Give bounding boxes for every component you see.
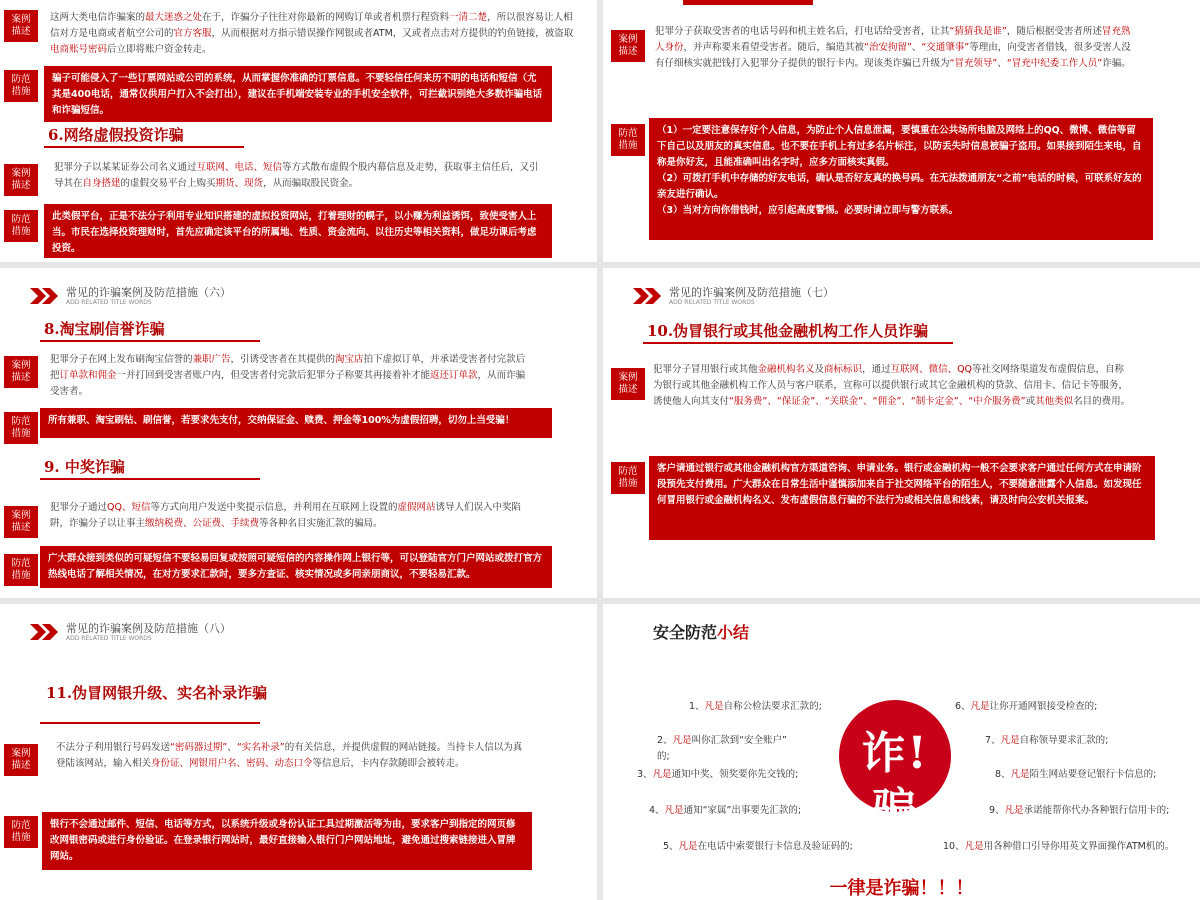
item-text: 承诺能帮你代办各种银行信用卡的; — [1023, 805, 1170, 816]
item-number: 6、 — [955, 701, 971, 712]
double-chevron-icon — [633, 288, 663, 304]
case-description-text — [655, 24, 1135, 72]
prevention-tag-label: 防范 措施 — [11, 416, 31, 439]
header-subtitle: ADD RELATED TITLE WORDS — [66, 635, 152, 642]
highlighted-text: QQ、短信 — [107, 502, 151, 513]
item-keyword: 凡是 — [664, 805, 684, 816]
prevention-box: 所有兼职、淘宝刷钻、刷信誉，若要求先支付，交纳保证金、赎费、押金等100%为虚假招聘，切勿上当受骗！ — [40, 408, 552, 438]
body-text: 诱导人们误入中奖陷阱，诈骗分子以让事主 — [50, 502, 522, 529]
highlighted-text: 自身搭建 — [82, 178, 121, 189]
body-text: ，从而诈骗受害者。 — [50, 370, 526, 397]
item-text: 用各种借口引导你用英文界面操作ATM机的。 — [983, 841, 1175, 852]
title-underline — [40, 340, 260, 342]
summary-item — [995, 768, 1156, 782]
body-text: 等社交网络渠道发布虚假信息，自称为银行或其他金融机构工作人员与客户联系，宣称可以提供银行或其它金融机构的贷款、信用卡、信记卡等服务，诱使他人向其支付 — [653, 364, 1129, 407]
highlighted-text: “冒充中纪委工作人员” — [1006, 58, 1103, 69]
case-tag — [4, 356, 38, 388]
case-description-text — [50, 500, 530, 532]
body-text: 犯罪分子获取受害者的电话号码和机主姓名后，打电话给受害者，让其 — [655, 26, 950, 37]
summary-item — [657, 750, 670, 764]
prevention-tag — [611, 462, 645, 494]
summary-item — [663, 840, 853, 854]
prevention-box: 骗子可能侵入了一些订票网站或公司的系统，从而掌握你准确的订票信息。不要轻信任何来历不明的电话和短信（尤其是400电话，通常仅供用户打入不会打出），建议在手机端安装专业的手机安全软件，可拦截识别绝大多数诈骗电话和诈骗短信。 — [44, 66, 552, 122]
body-text: 等方式散布虚假个股内幕信息及走势，获取事主信任后，又引导其在 — [54, 162, 539, 189]
body-text: ，并声称要来看望受害者。随后，编造其被 — [683, 42, 865, 53]
header-subtitle: ADD RELATED TITLE WORDS — [66, 299, 152, 306]
case-description-text — [50, 352, 530, 400]
body-text: 不法分子利用银行号码发送 — [56, 742, 171, 753]
summary-item — [689, 700, 822, 714]
highlighted-text: 淘宝店 — [335, 354, 364, 365]
prevention-box — [649, 118, 1153, 240]
item-text: 自称领导要求汇款的; — [1019, 735, 1109, 746]
case-tag-label: 案例 描述 — [11, 168, 31, 191]
item-number: 4、 — [649, 805, 665, 816]
body-text: 的有关信息，并提供虚假的网站链接。当持卡人信以为真登陆该网站，输入相关 — [56, 742, 523, 769]
item-text: 通知“家属”出事要先汇款的; — [683, 805, 802, 816]
body-text: 等信息后，卡内存款随即会被转走。 — [312, 758, 465, 769]
section-title: 8.淘宝刷信誉诈骗 — [44, 320, 165, 338]
title-underline — [44, 146, 244, 148]
summary-item — [985, 734, 1108, 748]
summary-item — [637, 768, 798, 782]
body-text: ，从而骗取股民资金。 — [263, 178, 359, 189]
item-number: 5、 — [663, 841, 679, 852]
slide-3 — [0, 268, 597, 598]
highlighted-text: 冒充熟人身份 — [655, 26, 1131, 53]
body-text: 名目的费用。 — [1073, 396, 1131, 407]
case-description-text — [56, 740, 526, 772]
summary-title-red: 小结 — [717, 623, 750, 642]
body-text: 一并打回到受害者账户内，但受害者付完款后犯罪分子称要其再接着补才能 — [116, 370, 431, 381]
body-text: 的虚假交易平台上购买 — [120, 178, 216, 189]
prevention-tag — [4, 816, 38, 848]
double-chevron-icon — [30, 624, 60, 640]
highlighted-text: “密码器过期” — [170, 742, 228, 753]
body-text: 、 — [911, 42, 922, 53]
item-text: 陌生网站要登记银行卡信息的; — [1029, 769, 1157, 780]
body-text: 犯罪分子在网上发布刷淘宝信誉的 — [50, 354, 193, 365]
body-text: ，随后根据受害者所述 — [1006, 26, 1102, 37]
body-text: 在于，诈骗分子往往对你最新的网购订单或者机票行程资料 — [202, 12, 450, 23]
prevention-box: 此类假平台，正是不法分子利用专业知识搭建的虚拟投资网站，打着理财的幌子，以小赚为利益诱饵，致使受害人上当。市民在选择投资理财时，首先应确定该平台的所属地、性质、资金流向、以往历史等相关资料，做足功课后考虑投资。 — [44, 204, 552, 258]
item-keyword: 凡是 — [970, 701, 990, 712]
highlighted-text: “实名补录” — [236, 742, 285, 753]
summary-item — [649, 804, 801, 818]
body-text: ，引诱受害者在其提供的 — [230, 354, 336, 365]
case-tag — [4, 10, 38, 42]
case-description-text — [54, 160, 544, 192]
item-number: 7、 — [985, 735, 1001, 746]
slide-2 — [603, 0, 1200, 262]
summary-item — [943, 840, 1174, 854]
prevention-box: 客户请通过银行或其他金融机构官方渠道咨询、申请业务。银行或金融机构一般不会要求客户通过任何方式在申请阶段预先支付费用。广大群众在日常生活中谨慎添加来自于社交网络平台的陌生人，不要随意泄露个人信息。如发现任何冒用银行或金融机构名义、发布虚假信息行骗的不法行为或相关信息和线索，请及时向公安机关报案。 — [649, 456, 1155, 540]
prevention-tag — [611, 124, 645, 156]
item-keyword: 凡是 — [1000, 735, 1020, 746]
highlighted-text: 兼职广告 — [192, 354, 231, 365]
highlighted-text: “冒充领导” — [949, 58, 998, 69]
case-tag-label: 案例 描述 — [618, 34, 638, 57]
header-title: 常见的诈骗案例及防范措施（七） — [669, 286, 834, 299]
item-keyword: 凡是 — [652, 769, 672, 780]
body-text: 等各种名目实施汇款的骗局。 — [259, 518, 383, 529]
item-number: 3、 — [637, 769, 653, 780]
case-tag — [4, 164, 38, 196]
body-text: 犯罪分子以某某证券公司名义通过 — [54, 162, 197, 173]
body-text: ，从而根据对方指示错误操作网银或者ATM，又或者点击对方提供的钓鱼链接，被盗取 — [211, 28, 574, 39]
slide-1 — [0, 0, 597, 262]
header-title: 常见的诈骗案例及防范措施（八） — [66, 622, 231, 635]
summary-item — [955, 700, 1097, 714]
item-number: 1、 — [689, 701, 705, 712]
body-text: 这两大类电信诈骗案的 — [50, 12, 146, 23]
case-tag-label: 案例 描述 — [11, 14, 31, 37]
item-keyword: 凡是 — [672, 735, 692, 746]
title-underline — [683, 0, 813, 5]
case-tag-label: 案例 描述 — [11, 748, 31, 771]
header-subtitle: ADD RELATED TITLE WORDS — [669, 299, 755, 306]
item-keyword: 凡是 — [1010, 769, 1030, 780]
highlighted-text: 期货、现货 — [215, 178, 264, 189]
header-title: 常见的诈骗案例及防范措施（六） — [66, 286, 231, 299]
item-text: 自称公检法要求汇款的; — [723, 701, 822, 712]
body-text: 诈骗。 — [1102, 58, 1131, 69]
body-text: 等方式向用户发送中奖提示信息，并利用在互联网上设置的 — [150, 502, 398, 513]
highlighted-text: 互联网、微信、QQ — [890, 364, 973, 375]
summary-item — [989, 804, 1169, 818]
item-keyword: 凡是 — [1004, 805, 1024, 816]
case-description-text — [653, 362, 1133, 410]
body-text: 及 — [814, 364, 825, 375]
title-underline — [40, 722, 260, 724]
case-tag — [611, 30, 645, 62]
prevention-tag — [4, 412, 38, 444]
slide-6 — [603, 604, 1200, 900]
case-tag — [4, 506, 38, 538]
section-title: 10.伪冒银行或其他金融机构工作人员诈骗 — [647, 322, 929, 340]
double-chevron-icon — [30, 288, 60, 304]
body-text: ，通过 — [862, 364, 891, 375]
item-text: 的; — [657, 751, 670, 762]
item-number: 8、 — [995, 769, 1011, 780]
case-tag-label: 案例 描述 — [11, 360, 31, 383]
item-text: 让你开通网银接受检查的; — [989, 701, 1098, 712]
prevention-tag-label: 防范 措施 — [11, 558, 31, 581]
section-title: 9. 中奖诈骗 — [44, 458, 125, 476]
prevention-line-1: （1）一定要注意保存好个人信息，为防止个人信息泄漏，要慎重在公共场所电脑及网络上的QQ、微博、微信等留下自己以及朋友的真实信息。也不要在手机上有过多名片标注，以防丢失时信息被骗子盗用。如果接到陌生来电，自称是你好友，且能准确叫出名字时，应多方面核实真假。 — [657, 125, 1142, 168]
highlighted-text: 虚假网站 — [397, 502, 436, 513]
item-text: 叫你汇款到“安全账户” — [691, 735, 787, 746]
item-number: 2、 — [657, 735, 673, 746]
section-title: 11.伪冒网银升级、实名补录诈骗 — [46, 684, 268, 702]
case-tag-label: 案例 描述 — [618, 372, 638, 395]
highlighted-text: 商标标识 — [824, 364, 863, 375]
seal-text: 诈!骗 — [861, 728, 929, 835]
case-tag — [4, 744, 38, 776]
highlighted-text: 其他类似 — [1035, 396, 1074, 407]
highlighted-text: “治安拘留” — [864, 42, 912, 53]
highlighted-text: 电商账号密码 — [50, 44, 108, 55]
highlighted-text: 互联网、电话、短信 — [196, 162, 283, 173]
body-text: ，所以很容易让人相信对方是电商或者航空公司的 — [50, 12, 573, 39]
item-text: 在电话中索要银行卡信息及验证码的; — [697, 841, 853, 852]
title-underline — [40, 478, 260, 480]
summary-conclusion: 一律是诈骗！！！ — [829, 878, 974, 899]
case-tag-label: 案例 描述 — [11, 510, 31, 533]
item-number: 10、 — [943, 841, 965, 852]
highlighted-text: 身份证、网银用户名、密码、动态口令 — [151, 758, 313, 769]
prevention-tag — [4, 554, 38, 586]
fraud-seal — [839, 700, 951, 835]
prevention-tag — [4, 210, 38, 242]
summary-item — [657, 734, 787, 748]
body-text: 拍下虚拟订单，并承诺受害者付完款后把 — [50, 354, 526, 381]
highlighted-text: “猜猜我是谁” — [949, 26, 1007, 37]
highlighted-text: 返还订单款 — [430, 370, 478, 381]
highlighted-text: 订单款和佣金 — [59, 370, 117, 381]
highlighted-text: 一清二楚 — [449, 12, 488, 23]
case-tag — [611, 368, 645, 400]
prevention-line-3: （3）当对方向你借钱时，应引起高度警惕。必要时请立即与警方联系。 — [657, 205, 959, 216]
highlighted-text: “服务费”、“保证金”、“关联金”、“佣金”、“制卡定金”、“中介服务费” — [729, 396, 1026, 407]
prevention-tag-label: 防范 措施 — [11, 74, 31, 97]
prevention-box: 广大群众接到类似的可疑短信不要轻易回复或按照可疑短信的内容操作网上银行等，可以登陆官方门户网站或拨打官方热线电话了解相关情况，在对方要求汇款时，要多方查证、核实情况或多同亲朋商议，不要轻易汇款。 — [40, 546, 552, 588]
body-text: 后立即将账户资金转走。 — [107, 44, 212, 55]
case-description-text — [50, 10, 580, 58]
highlighted-text: “交通肇事” — [921, 42, 970, 53]
prevention-tag-label: 防范 措施 — [618, 128, 638, 151]
item-keyword: 凡是 — [704, 701, 724, 712]
highlighted-text: 最大迷惑之处 — [145, 12, 203, 23]
summary-title-black: 安全防范 — [653, 623, 718, 642]
slide-4 — [603, 268, 1200, 598]
body-text: 等理由，向受害者借钱，很多受害人没有仔细核实就把钱打入犯罪分子提供的银行卡内。现该类诈骗已升级为 — [655, 42, 1131, 69]
prevention-line-2: （2）可拨打手机中存储的好友电话，确认是否好友真的换号码。在无法拨通朋友“之前”电话的时候，可联系好友的亲友进行确认。 — [657, 173, 1142, 200]
item-number: 9、 — [989, 805, 1005, 816]
body-text: 、 — [997, 58, 1007, 69]
prevention-tag — [4, 70, 38, 102]
title-underline — [643, 342, 953, 344]
body-text: 犯罪分子通过 — [50, 502, 108, 513]
prevention-box: 银行不会通过邮件、短信、电话等方式，以系统升级或身份认证工具过期激活等为由，要求客户到指定的网页修改网银密码或进行身份验证。在登录银行网站时，最好直接输入银行门户网站地址，避免通过搜索链接进入冒牌网站。 — [42, 812, 532, 870]
prevention-tag-label: 防范 措施 — [618, 466, 638, 489]
summary-title — [653, 620, 749, 643]
item-keyword: 凡是 — [678, 841, 698, 852]
highlighted-text: 金融机构名义 — [757, 364, 815, 375]
body-text: 、 — [227, 742, 237, 753]
highlighted-text: 缴纳税费、公证费、手续费 — [145, 518, 260, 529]
item-keyword: 凡是 — [964, 841, 984, 852]
prevention-tag-label: 防范 措施 — [11, 214, 31, 237]
section-title: 6.网络虚假投资诈骗 — [48, 126, 184, 144]
highlighted-text: 官方客服 — [173, 28, 212, 39]
prevention-tag-label: 防范 措施 — [11, 820, 31, 843]
slide-5 — [0, 604, 597, 900]
body-text: 或 — [1025, 396, 1036, 407]
item-text: 通知中奖、领奖要你先交钱的; — [671, 769, 799, 780]
body-text: 犯罪分子冒用银行或其他 — [653, 364, 758, 375]
